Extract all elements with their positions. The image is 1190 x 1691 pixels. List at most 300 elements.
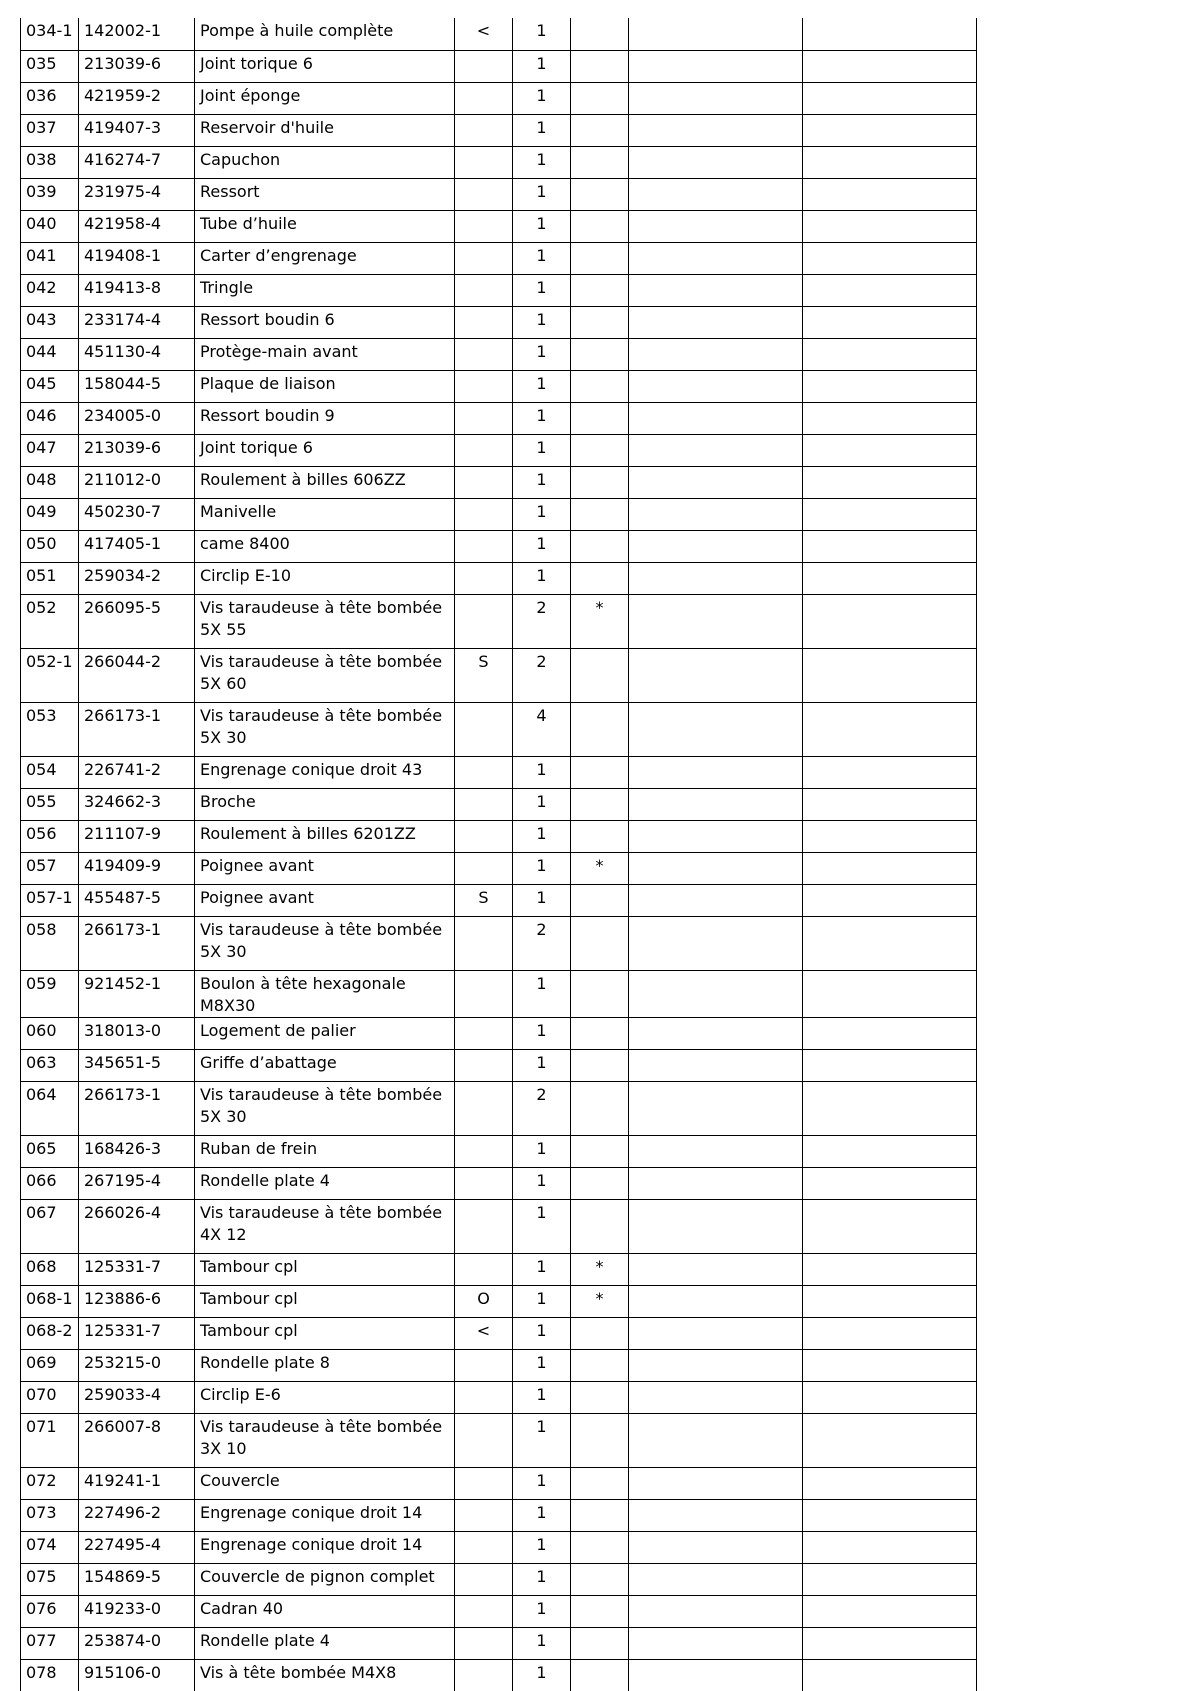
- description-cell: Ruban de frein: [195, 1135, 455, 1167]
- part-number-cell: 324662-3: [79, 788, 195, 820]
- part-number-cell: 233174-4: [79, 306, 195, 338]
- note-cell: [629, 306, 803, 338]
- part-number-cell: 142002-1: [79, 18, 195, 50]
- quantity-cell: 1: [513, 1285, 571, 1317]
- description-cell: Tambour cpl: [195, 1317, 455, 1349]
- table-row: [21, 498, 977, 530]
- note-cell: [803, 498, 977, 530]
- code-cell: [455, 1135, 513, 1167]
- mark-cell: [571, 1563, 629, 1595]
- item-number-cell: 058: [21, 916, 79, 970]
- part-number-cell: 211012-0: [79, 466, 195, 498]
- part-number-cell: 266026-4: [79, 1199, 195, 1253]
- quantity-cell: 1: [513, 434, 571, 466]
- quantity-cell: 1: [513, 210, 571, 242]
- quantity-cell: 1: [513, 970, 571, 1017]
- code-cell: [455, 82, 513, 114]
- table-row: [21, 434, 977, 466]
- part-number-cell: 253874-0: [79, 1627, 195, 1659]
- table-row: [21, 114, 977, 146]
- item-number-cell: 053: [21, 702, 79, 756]
- item-number-cell: 070: [21, 1381, 79, 1413]
- description-cell: Tambour cpl: [195, 1253, 455, 1285]
- table-row: [21, 1467, 977, 1499]
- item-number-cell: 060: [21, 1017, 79, 1049]
- code-cell: S: [455, 884, 513, 916]
- note-cell: [803, 402, 977, 434]
- note-cell: [803, 306, 977, 338]
- mark-cell: [571, 702, 629, 756]
- note-cell: [803, 1499, 977, 1531]
- table-row: [21, 562, 977, 594]
- note-cell: [629, 884, 803, 916]
- mark-cell: [571, 178, 629, 210]
- note-cell: [803, 852, 977, 884]
- item-number-cell: 076: [21, 1595, 79, 1627]
- code-cell: [455, 1349, 513, 1381]
- part-number-cell: 419241-1: [79, 1467, 195, 1499]
- quantity-cell: 1: [513, 338, 571, 370]
- note-cell: [629, 434, 803, 466]
- quantity-cell: 1: [513, 530, 571, 562]
- quantity-cell: 1: [513, 82, 571, 114]
- mark-cell: [571, 146, 629, 178]
- code-cell: S: [455, 648, 513, 702]
- description-cell: Vis taraudeuse à tête bombée 5X 55: [195, 594, 455, 648]
- table-row: [21, 50, 977, 82]
- mark-cell: [571, 210, 629, 242]
- note-cell: [629, 648, 803, 702]
- code-cell: [455, 594, 513, 648]
- note-cell: [803, 702, 977, 756]
- quantity-cell: 2: [513, 916, 571, 970]
- item-number-cell: 068-2: [21, 1317, 79, 1349]
- note-cell: [629, 338, 803, 370]
- quantity-cell: 1: [513, 274, 571, 306]
- part-number-cell: 234005-0: [79, 402, 195, 434]
- code-cell: [455, 788, 513, 820]
- description-cell: came 8400: [195, 530, 455, 562]
- mark-cell: [571, 1413, 629, 1467]
- mark-cell: [571, 498, 629, 530]
- quantity-cell: 1: [513, 178, 571, 210]
- part-number-cell: 226741-2: [79, 756, 195, 788]
- note-cell: [803, 530, 977, 562]
- description-cell: Engrenage conique droit 43: [195, 756, 455, 788]
- note-cell: [629, 1627, 803, 1659]
- note-cell: [803, 970, 977, 1017]
- quantity-cell: 1: [513, 852, 571, 884]
- description-cell: Vis taraudeuse à tête bombée 5X 30: [195, 1081, 455, 1135]
- mark-cell: [571, 1595, 629, 1627]
- code-cell: [455, 1563, 513, 1595]
- code-cell: [455, 306, 513, 338]
- description-cell: Cadran 40: [195, 1595, 455, 1627]
- quantity-cell: 1: [513, 242, 571, 274]
- code-cell: [455, 146, 513, 178]
- code-cell: [455, 466, 513, 498]
- note-cell: [629, 1467, 803, 1499]
- item-number-cell: 065: [21, 1135, 79, 1167]
- mark-cell: [571, 466, 629, 498]
- quantity-cell: 1: [513, 1049, 571, 1081]
- code-cell: [455, 370, 513, 402]
- quantity-cell: 1: [513, 1199, 571, 1253]
- quantity-cell: 1: [513, 1531, 571, 1563]
- note-cell: [629, 498, 803, 530]
- code-cell: [455, 50, 513, 82]
- note-cell: [629, 1167, 803, 1199]
- quantity-cell: 1: [513, 1595, 571, 1627]
- description-cell: Reservoir d'huile: [195, 114, 455, 146]
- table-row: [21, 1317, 977, 1349]
- quantity-cell: 1: [513, 18, 571, 50]
- note-cell: [629, 210, 803, 242]
- note-cell: [629, 852, 803, 884]
- item-number-cell: 072: [21, 1467, 79, 1499]
- mark-cell: [571, 530, 629, 562]
- description-cell: Couvercle de pignon complet: [195, 1563, 455, 1595]
- mark-cell: [571, 1627, 629, 1659]
- item-number-cell: 075: [21, 1563, 79, 1595]
- table-row: [21, 1285, 977, 1317]
- note-cell: [629, 242, 803, 274]
- parts-table-body: [21, 18, 977, 1691]
- code-cell: [455, 1253, 513, 1285]
- table-row: [21, 242, 977, 274]
- description-cell: Vis taraudeuse à tête bombée 5X 30: [195, 916, 455, 970]
- table-row: [21, 402, 977, 434]
- item-number-cell: 045: [21, 370, 79, 402]
- description-cell: Poignee avant: [195, 884, 455, 916]
- note-cell: [803, 1467, 977, 1499]
- description-cell: Tringle: [195, 274, 455, 306]
- part-number-cell: 417405-1: [79, 530, 195, 562]
- quantity-cell: 1: [513, 1499, 571, 1531]
- quantity-cell: 4: [513, 702, 571, 756]
- note-cell: [629, 594, 803, 648]
- quantity-cell: 1: [513, 1167, 571, 1199]
- item-number-cell: 064: [21, 1081, 79, 1135]
- description-cell: Tube d’huile: [195, 210, 455, 242]
- note-cell: [629, 1659, 803, 1691]
- description-cell: Engrenage conique droit 14: [195, 1499, 455, 1531]
- quantity-cell: 1: [513, 370, 571, 402]
- note-cell: [803, 1049, 977, 1081]
- part-number-cell: 419407-3: [79, 114, 195, 146]
- note-cell: [803, 756, 977, 788]
- table-row: [21, 274, 977, 306]
- code-cell: [455, 1627, 513, 1659]
- item-number-cell: 073: [21, 1499, 79, 1531]
- description-cell: Logement de palier: [195, 1017, 455, 1049]
- note-cell: [803, 1081, 977, 1135]
- mark-cell: [571, 916, 629, 970]
- table-row: [21, 1135, 977, 1167]
- table-row: [21, 1167, 977, 1199]
- note-cell: [803, 1017, 977, 1049]
- table-row: [21, 466, 977, 498]
- mark-cell: [571, 82, 629, 114]
- part-number-cell: 450230-7: [79, 498, 195, 530]
- note-cell: [629, 1595, 803, 1627]
- note-cell: [629, 178, 803, 210]
- item-number-cell: 051: [21, 562, 79, 594]
- item-number-cell: 040: [21, 210, 79, 242]
- part-number-cell: 213039-6: [79, 434, 195, 466]
- table-row: [21, 210, 977, 242]
- note-cell: [803, 820, 977, 852]
- mark-cell: [571, 370, 629, 402]
- quantity-cell: 1: [513, 306, 571, 338]
- code-cell: [455, 1081, 513, 1135]
- mark-cell: [571, 1017, 629, 1049]
- mark-cell: [571, 50, 629, 82]
- description-cell: Roulement à billes 606ZZ: [195, 466, 455, 498]
- mark-cell: [571, 402, 629, 434]
- description-cell: Plaque de liaison: [195, 370, 455, 402]
- note-cell: [803, 1253, 977, 1285]
- code-cell: [455, 338, 513, 370]
- description-cell: Manivelle: [195, 498, 455, 530]
- part-number-cell: 259033-4: [79, 1381, 195, 1413]
- item-number-cell: 052: [21, 594, 79, 648]
- note-cell: [803, 1349, 977, 1381]
- mark-cell: [571, 1467, 629, 1499]
- part-number-cell: 259034-2: [79, 562, 195, 594]
- table-row: [21, 1199, 977, 1253]
- mark-cell: [571, 884, 629, 916]
- code-cell: [455, 1499, 513, 1531]
- table-row: [21, 648, 977, 702]
- quantity-cell: 1: [513, 1413, 571, 1467]
- part-number-cell: 419413-8: [79, 274, 195, 306]
- part-number-cell: 266044-2: [79, 648, 195, 702]
- part-number-cell: 267195-4: [79, 1167, 195, 1199]
- part-number-cell: 125331-7: [79, 1317, 195, 1349]
- part-number-cell: 253215-0: [79, 1349, 195, 1381]
- quantity-cell: 1: [513, 788, 571, 820]
- quantity-cell: 1: [513, 498, 571, 530]
- table-row: [21, 1659, 977, 1691]
- mark-cell: [571, 562, 629, 594]
- note-cell: [803, 1199, 977, 1253]
- note-cell: [629, 1017, 803, 1049]
- part-number-cell: 266007-8: [79, 1413, 195, 1467]
- item-number-cell: 036: [21, 82, 79, 114]
- table-row: [21, 1531, 977, 1563]
- part-number-cell: 211107-9: [79, 820, 195, 852]
- table-row: [21, 788, 977, 820]
- mark-cell: [571, 306, 629, 338]
- quantity-cell: 1: [513, 146, 571, 178]
- note-cell: [629, 1531, 803, 1563]
- note-cell: [629, 1413, 803, 1467]
- mark-cell: [571, 114, 629, 146]
- item-number-cell: 066: [21, 1167, 79, 1199]
- mark-cell: [571, 1081, 629, 1135]
- part-number-cell: 318013-0: [79, 1017, 195, 1049]
- note-cell: [629, 702, 803, 756]
- code-cell: [455, 970, 513, 1017]
- code-cell: [455, 1413, 513, 1467]
- item-number-cell: 068-1: [21, 1285, 79, 1317]
- description-cell: Roulement à billes 6201ZZ: [195, 820, 455, 852]
- mark-cell: [571, 1317, 629, 1349]
- part-number-cell: 421958-4: [79, 210, 195, 242]
- mark-cell: [571, 1659, 629, 1691]
- note-cell: [629, 756, 803, 788]
- mark-cell: [571, 18, 629, 50]
- table-row: [21, 1381, 977, 1413]
- note-cell: [803, 1627, 977, 1659]
- item-number-cell: 077: [21, 1627, 79, 1659]
- note-cell: [629, 274, 803, 306]
- part-number-cell: 125331-7: [79, 1253, 195, 1285]
- item-number-cell: 068: [21, 1253, 79, 1285]
- code-cell: [455, 498, 513, 530]
- note-cell: [803, 594, 977, 648]
- note-cell: [629, 1381, 803, 1413]
- code-cell: [455, 530, 513, 562]
- mark-cell: [571, 1199, 629, 1253]
- item-number-cell: 048: [21, 466, 79, 498]
- table-row: [21, 756, 977, 788]
- note-cell: [803, 274, 977, 306]
- mark-cell: [571, 274, 629, 306]
- quantity-cell: 1: [513, 1017, 571, 1049]
- description-cell: Vis taraudeuse à tête bombée 4X 12: [195, 1199, 455, 1253]
- table-row: [21, 884, 977, 916]
- mark-cell: [571, 1531, 629, 1563]
- item-number-cell: 044: [21, 338, 79, 370]
- description-cell: Vis taraudeuse à tête bombée 5X 60: [195, 648, 455, 702]
- table-row: [21, 82, 977, 114]
- note-cell: [803, 242, 977, 274]
- note-cell: [803, 370, 977, 402]
- code-cell: [455, 178, 513, 210]
- description-cell: Poignee avant: [195, 852, 455, 884]
- part-number-cell: 419409-9: [79, 852, 195, 884]
- quantity-cell: 2: [513, 648, 571, 702]
- note-cell: [803, 1413, 977, 1467]
- code-cell: [455, 1659, 513, 1691]
- note-cell: [629, 82, 803, 114]
- description-cell: Vis à tête bombée M4X8: [195, 1659, 455, 1691]
- table-row: [21, 1253, 977, 1285]
- part-number-cell: 123886-6: [79, 1285, 195, 1317]
- quantity-cell: 2: [513, 594, 571, 648]
- part-number-cell: 419408-1: [79, 242, 195, 274]
- quantity-cell: 1: [513, 1563, 571, 1595]
- note-cell: [629, 1563, 803, 1595]
- note-cell: [629, 1499, 803, 1531]
- quantity-cell: 1: [513, 884, 571, 916]
- quantity-cell: 1: [513, 1253, 571, 1285]
- note-cell: [803, 1595, 977, 1627]
- mark-cell: *: [571, 1285, 629, 1317]
- quantity-cell: 1: [513, 820, 571, 852]
- part-number-cell: 451130-4: [79, 338, 195, 370]
- part-number-cell: 213039-6: [79, 50, 195, 82]
- description-cell: Vis taraudeuse à tête bombée 3X 10: [195, 1413, 455, 1467]
- item-number-cell: 063: [21, 1049, 79, 1081]
- item-number-cell: 078: [21, 1659, 79, 1691]
- note-cell: [629, 114, 803, 146]
- table-row: [21, 146, 977, 178]
- mark-cell: *: [571, 1253, 629, 1285]
- note-cell: [803, 1381, 977, 1413]
- mark-cell: [571, 1049, 629, 1081]
- table-row: [21, 306, 977, 338]
- quantity-cell: 1: [513, 756, 571, 788]
- item-number-cell: 055: [21, 788, 79, 820]
- mark-cell: *: [571, 594, 629, 648]
- note-cell: [629, 970, 803, 1017]
- table-row: [21, 852, 977, 884]
- note-cell: [803, 178, 977, 210]
- item-number-cell: 054: [21, 756, 79, 788]
- code-cell: [455, 242, 513, 274]
- mark-cell: [571, 820, 629, 852]
- code-cell: [455, 1017, 513, 1049]
- note-cell: [629, 1081, 803, 1135]
- quantity-cell: 1: [513, 1659, 571, 1691]
- item-number-cell: 052-1: [21, 648, 79, 702]
- note-cell: [629, 530, 803, 562]
- quantity-cell: 1: [513, 1135, 571, 1167]
- note-cell: [629, 50, 803, 82]
- table-row: [21, 1595, 977, 1627]
- item-number-cell: 069: [21, 1349, 79, 1381]
- item-number-cell: 035: [21, 50, 79, 82]
- part-number-cell: 227495-4: [79, 1531, 195, 1563]
- note-cell: [629, 466, 803, 498]
- quantity-cell: 1: [513, 1627, 571, 1659]
- note-cell: [629, 562, 803, 594]
- description-cell: Pompe à huile complète: [195, 18, 455, 50]
- description-cell: Rondelle plate 4: [195, 1167, 455, 1199]
- mark-cell: [571, 1499, 629, 1531]
- code-cell: [455, 1595, 513, 1627]
- code-cell: <: [455, 1317, 513, 1349]
- item-number-cell: 042: [21, 274, 79, 306]
- note-cell: [803, 916, 977, 970]
- description-cell: Joint torique 6: [195, 434, 455, 466]
- part-number-cell: 154869-5: [79, 1563, 195, 1595]
- mark-cell: [571, 338, 629, 370]
- note-cell: [629, 402, 803, 434]
- table-row: [21, 18, 977, 50]
- quantity-cell: 1: [513, 1467, 571, 1499]
- description-cell: Vis taraudeuse à tête bombée 5X 30: [195, 702, 455, 756]
- description-cell: Griffe d’abattage: [195, 1049, 455, 1081]
- mark-cell: [571, 1381, 629, 1413]
- note-cell: [629, 1199, 803, 1253]
- code-cell: [455, 114, 513, 146]
- quantity-cell: 1: [513, 50, 571, 82]
- mark-cell: [571, 1167, 629, 1199]
- note-cell: [803, 788, 977, 820]
- description-cell: Boulon à tête hexagonale M8X30: [195, 970, 455, 1017]
- table-row: [21, 820, 977, 852]
- note-cell: [803, 338, 977, 370]
- table-row: [21, 916, 977, 970]
- part-number-cell: 416274-7: [79, 146, 195, 178]
- item-number-cell: 049: [21, 498, 79, 530]
- mark-cell: [571, 1349, 629, 1381]
- note-cell: [803, 18, 977, 50]
